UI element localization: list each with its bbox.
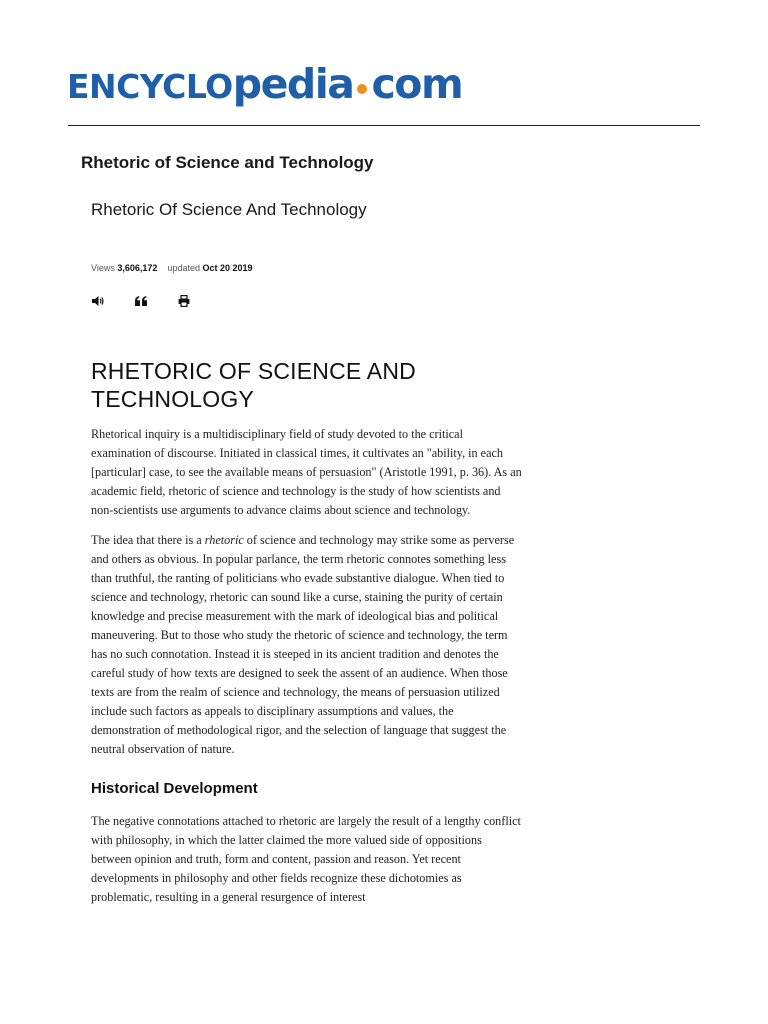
views-count: 3,606,172 — [117, 263, 158, 273]
logo-dot — [357, 84, 367, 94]
article-meta — [91, 263, 253, 273]
paragraph: Rhetorical inquiry is a multidisciplinary field of study devoted to the critical examination of discourse. Initiated in classical times, it cultivates an "ability, in each [particular] case, to see the available means of persuasion" (Aristotle 1991, p. 36). As an academic field, rhetoric of science and technology is the study of how scientists and non-scientists use arguments to advance claims about science and technology. — [91, 427, 522, 517]
updated-date: Oct 20 2019 — [202, 263, 253, 273]
page-title: Rhetoric of Science and Technology — [81, 153, 374, 172]
site-logo[interactable] — [67, 60, 463, 108]
paragraph: The negative connotations attached to rhetoric are largely the result of a lengthy conflict with philosophy, in which the latter claimed the more valued side of oppositions between opinion and truth, form and content, passion and reason. Yet recent developments in philosophy and other fields recognize these dichotomies as problematic, resulting in a general resurgence of interest — [91, 814, 521, 904]
speaker-icon[interactable] — [91, 294, 105, 308]
logo-part-pedia: pedia — [232, 60, 354, 108]
emphasis-rhetoric: rhetoric — [204, 533, 244, 547]
article-body — [91, 425, 523, 918]
paragraph-text: of science and technology may strike some as perverse and others as obvious. In popular parlance, the term rhetoric connotes something less than truthful, the ranting of politicians who evade substantive dialogue. When tied to science and technology, rhetoric can sound like a curse, staining the purity of certain knowledge and precise measurement with the mark of ideological bias and political maneuvering. But to those who study the rhetoric of science and technology, the term has no such connotation. Instead it is steeped in its ancient tradition and denotes the careful study of how texts are designed to seek the assent of an audience. When those texts are from the realm of science and technology, the means of persuasion utilized include such factors as appeals to disciplinary assumptions and values, the demonstration of methodological rigor, and the selection of language that suggest the neutral observation of nature. — [91, 533, 515, 756]
print-icon[interactable] — [177, 294, 191, 308]
section-heading: Historical Development — [91, 780, 258, 797]
updated-label: updated — [167, 263, 200, 273]
paragraph-text: The idea that there is a — [91, 533, 205, 547]
header-divider — [68, 125, 700, 126]
quote-icon[interactable] — [134, 294, 148, 308]
logo-part-encyclo: ENCYCLO — [67, 67, 233, 106]
entry-subtitle: Rhetoric Of Science And Technology — [91, 200, 367, 219]
article-tools — [91, 294, 220, 308]
views-label: Views — [91, 263, 115, 273]
paragraph — [91, 531, 523, 759]
logo-part-com: com — [371, 60, 463, 108]
article-title: RHETORIC OF SCIENCE AND TECHNOLOGY — [91, 358, 416, 412]
